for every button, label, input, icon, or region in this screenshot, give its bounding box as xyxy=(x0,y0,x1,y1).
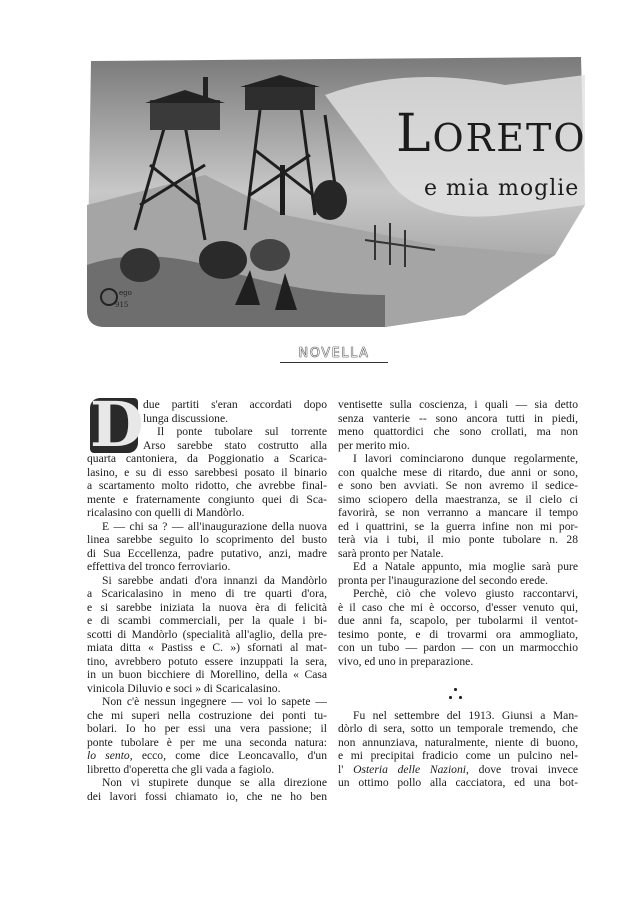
paragraph xyxy=(87,776,327,803)
svg-text:915: 915 xyxy=(115,301,129,309)
text-line: e sono ben avviati. Se non avremo il sedice- xyxy=(338,479,578,492)
text-line: sarà pronto per Natale. xyxy=(338,546,444,560)
text-line: con qualche mese di ritardo, due anni or sono, xyxy=(338,465,578,479)
text-line: un ottimo pollo alla cacciatora, ed una bot- xyxy=(338,776,578,789)
text-line: Ed a Natale appunto, mia moglie sarà pure xyxy=(353,560,578,573)
text-line: lasino, e su di esso sarebbesi posato il binario xyxy=(87,465,327,479)
text-segment: , ecco, come dice Leoncavallo, d'un xyxy=(129,749,328,762)
paragraph xyxy=(338,398,578,452)
text-line: ricalasino con quelli di Mandòrlo. xyxy=(87,506,245,519)
text-line: a Scaricalasino in meno di tre quarti d'ora, xyxy=(87,587,327,600)
text-line: e si sarebbe iniziata la nuova èra di felicità xyxy=(87,600,327,614)
text-line: meno quattordici che sono crollati, ma non xyxy=(338,425,578,438)
text-line: che mi superi nella costruzione dei ponti tu- xyxy=(87,708,327,722)
asterism-dot xyxy=(459,696,462,699)
text-segment: , dove trovai invece xyxy=(465,762,578,776)
text-line: a scartamento molto ridotto, che avrebbe final- xyxy=(87,479,327,492)
text-line: Non c'è nessun ingegnere — voi lo sapete — xyxy=(102,695,327,708)
text-line: Il ponte tubolare sul torrente xyxy=(157,425,327,438)
text-line: Perchè, ciò che volevo giusto raccontarvi, xyxy=(353,587,578,600)
text-line: Non vi stupirete dunque se alla direzione xyxy=(102,776,327,789)
text-line: dòrlo di sera, sotto un temporale tremendo, che xyxy=(338,722,578,735)
text-line: lunga discussione. xyxy=(143,411,229,425)
text-line: effettiva del tronco ferroviario. xyxy=(87,560,231,573)
text-line: Si sarebbe andati d'ora innanzi da Mandòrlo xyxy=(102,573,327,587)
text-line: ponte tubolare è per me una seconda natura: xyxy=(87,735,327,749)
text-line: di Sua Eccellenza, padre putativo, anzi, madre xyxy=(87,546,327,560)
text-line: libretto d'operetta che gli vada a fagiolo. xyxy=(87,762,275,776)
text-line: linea sarebbe seguito lo scoprimento del busto xyxy=(87,533,327,546)
paragraph xyxy=(87,425,327,520)
text-line: non annunziava, naturalmente, niente di buono, xyxy=(338,735,578,749)
text-line: scotti di Mandòrlo (specialità all'aglio, della pre- xyxy=(87,627,327,641)
text-line: e mi precipitai fradicio come un pulcino nel- xyxy=(338,749,578,762)
drop-cap-letter: D xyxy=(90,388,144,461)
text-line: dei lavori fossi chiamato io, che ne ho ben xyxy=(87,789,327,803)
section-break-asterism xyxy=(448,688,464,702)
text-line: vivo, ed uno in preparazione. xyxy=(338,654,474,668)
text-line: in un buon bicchiere di Morellino, della « Casa xyxy=(87,668,327,681)
text-line: con un tubo — pardon — con un marmocchio xyxy=(338,641,578,654)
text-line: I lavori cominciarono dunque regolarmente, xyxy=(353,452,578,465)
text-line xyxy=(338,763,578,777)
text-line: e di scambi commerciali, per la quale i bi- xyxy=(87,614,327,627)
text-line: vinicola Diluvio e soci » di Scaricalasino. xyxy=(87,681,281,695)
story-title xyxy=(396,104,587,164)
text-line: pronta per l'inaugurazione del secondo erede. xyxy=(338,573,549,587)
text-column-left xyxy=(87,398,327,803)
text-line: mente e fraternamente congiunto quei di Sca- xyxy=(87,492,327,506)
text-column-right xyxy=(338,398,578,790)
title-initial: L xyxy=(396,104,433,164)
text-line: E — chi sa ? — all'inaugurazione della nuova xyxy=(102,519,327,533)
story-subtitle: e mia moglie xyxy=(424,176,580,201)
italic-text: Osteria delle Nazioni xyxy=(353,762,466,776)
text-line xyxy=(87,749,327,763)
text-line: ed i quattrini, se la guerra infine non mi por- xyxy=(338,519,578,533)
text-segment: l' xyxy=(338,762,354,776)
text-line: terà via i tubi, il mio ponte tubolare n. 28 xyxy=(338,533,578,546)
paragraph xyxy=(87,520,327,574)
paragraph xyxy=(87,695,327,776)
text-line: ventisette sulla coscienza, i quali — sia detto xyxy=(338,398,578,411)
paragraph xyxy=(338,560,578,587)
asterism-dot xyxy=(449,696,452,699)
text-line: tesimo ponte, e di trovarmi ora ammogliato, xyxy=(338,627,578,641)
text-line: per merito mio. xyxy=(338,438,410,452)
title-rest: ORETO xyxy=(432,116,587,160)
text-line: simo sciopero della maestranza, se il cielo ci xyxy=(338,492,578,506)
paragraph xyxy=(338,452,578,560)
svg-text:ego: ego xyxy=(119,289,132,297)
paragraph xyxy=(87,398,327,425)
text-line: due partiti s'eran accordati dopo xyxy=(143,398,327,411)
paragraph xyxy=(87,574,327,696)
text-line: quarta cantoniera, da Poggionatio a Scarica- xyxy=(87,452,327,465)
text-line: due anni fa, scapolo, per tubolarmi il ventot- xyxy=(338,614,578,627)
section-label: NOVELLA xyxy=(280,346,388,363)
text-line: senza vanterie -- sono ancora tutti in piedi, xyxy=(338,411,578,425)
text-line: Arso sarebbe stato costrutto alla xyxy=(143,438,327,452)
text-line: miata ditta « Pastiss e C. ») sfornati al mat- xyxy=(87,641,327,654)
text-line: bolari. Io ho per essi una vera passione; il xyxy=(87,722,327,735)
italic-text: lo sento xyxy=(87,749,130,762)
text-line: favorirà, se non verranno a mancare il tempo xyxy=(338,506,578,519)
paragraph xyxy=(338,709,578,790)
text-line: è il caso che mi è occorso, d'esser venuto qui, xyxy=(338,600,578,614)
text-line: Fu nel settembre del 1913. Giunsi a Man- xyxy=(353,708,578,722)
paragraph xyxy=(338,587,578,668)
asterism-dot xyxy=(454,688,457,691)
text-line: tino, avrebbero potuto essere inzuppati la sera, xyxy=(87,654,327,668)
